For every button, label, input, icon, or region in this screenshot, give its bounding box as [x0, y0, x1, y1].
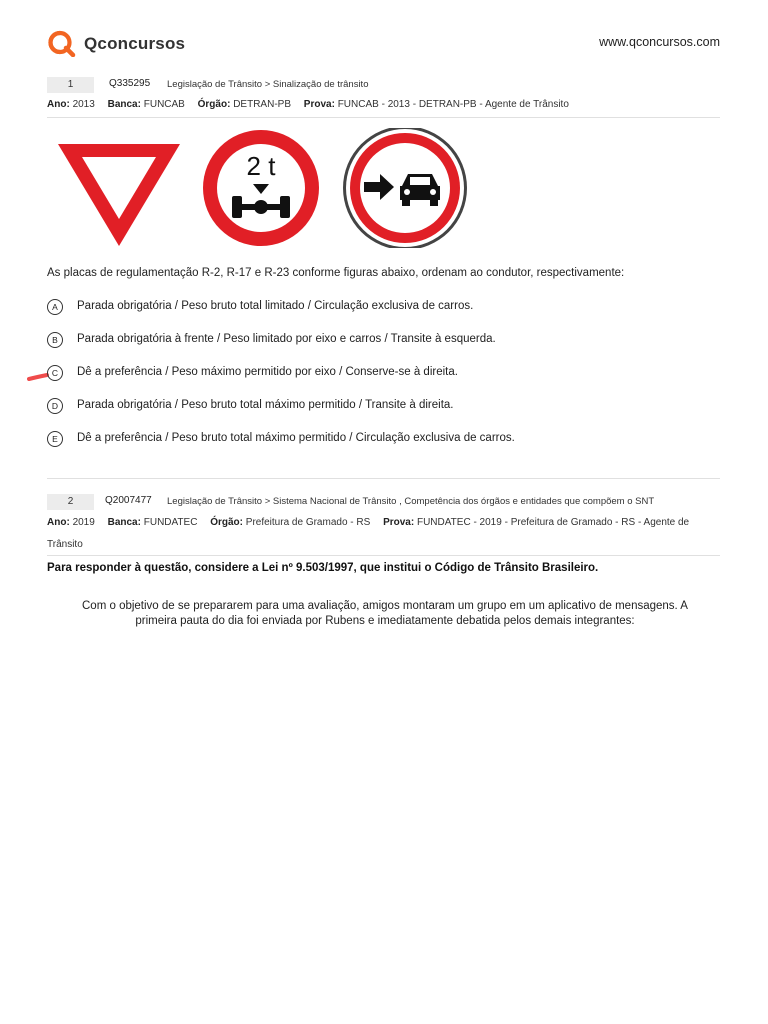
question-code[interactable]: Q335295 — [109, 78, 151, 89]
prova-label: Prova: — [303, 99, 335, 110]
orgao-value: Prefeitura de Gramado - RS — [245, 517, 371, 528]
ano-label: Ano: — [47, 517, 70, 528]
question-meta — [47, 95, 720, 115]
answer-mark-icon — [27, 373, 49, 381]
question-number: 1 — [47, 77, 94, 93]
no-overtaking-sign-icon — [340, 128, 470, 248]
option-letter[interactable]: E — [47, 431, 63, 447]
question-meta — [47, 512, 720, 556]
orgao-label: Órgão: — [210, 517, 243, 528]
orgao-value: DETRAN-PB — [233, 99, 291, 110]
qconcursos-logo-icon — [47, 30, 76, 57]
question-2-text: Com o objetivo de se prepararem para uma avaliação, amigos montaram um grupo em um aplicativo de mensagens. A primeira pauta do dia foi enviada por Rubens e imediatamente debatida pelos demais integrantes: — [82, 600, 688, 627]
ano-value: 2013 — [72, 99, 95, 110]
ano-label: Ano: — [47, 99, 70, 110]
option-text: Parada obrigatória à frente / Peso limitado por eixo e carros / Transite à esquerda. — [77, 333, 496, 345]
logo-text: Qconcursos — [84, 33, 186, 53]
page-header — [47, 30, 720, 60]
divider — [47, 555, 720, 556]
question-number: 2 — [47, 494, 94, 510]
yield-sign-icon — [54, 128, 184, 248]
option-text: Dê a preferência / Peso bruto total máximo permitido / Circulação exclusiva de carros. — [77, 432, 515, 444]
divider — [47, 478, 720, 479]
axle-weight-sign-icon — [196, 128, 326, 248]
logo[interactable] — [47, 30, 185, 57]
option-text: Parada obrigatória / Peso bruto total máximo permitido / Transite à direita. — [77, 399, 454, 411]
option-a[interactable] — [47, 297, 720, 330]
orgao-label: Órgão: — [197, 99, 231, 110]
option-c[interactable] — [47, 363, 720, 396]
option-letter[interactable]: B — [47, 332, 63, 348]
option-letter[interactable]: D — [47, 398, 63, 414]
question-category: Legislação de Trânsito > Sinalização de trânsito — [167, 79, 369, 90]
prova-value: FUNCAB - 2013 - DETRAN-PB - Agente de Trânsito — [337, 99, 569, 110]
question-code[interactable]: Q2007477 — [105, 495, 152, 506]
prova-label: Prova: — [383, 517, 415, 528]
option-e[interactable] — [47, 429, 720, 462]
banca-value: FUNDATEC — [143, 517, 198, 528]
question-2-intro: Para responder à questão, considere a Lei nº 9.503/1997, que institui o Código de Trânsito Brasileiro. — [47, 562, 599, 574]
banca-label: Banca: — [107, 99, 141, 110]
option-d[interactable] — [47, 396, 720, 429]
option-letter[interactable]: C — [47, 365, 63, 381]
question-2-header — [47, 494, 720, 556]
question-1-header — [47, 77, 720, 115]
banca-value: FUNCAB — [143, 99, 185, 110]
option-text: Dê a preferência / Peso máximo permitido por eixo / Conserve-se à direita. — [77, 366, 458, 378]
site-url-link[interactable]: www.qconcursos.com — [599, 35, 720, 49]
divider — [47, 117, 720, 118]
option-letter[interactable]: A — [47, 299, 63, 315]
weight-sign-text: 2 t — [246, 151, 276, 181]
option-b[interactable] — [47, 330, 720, 363]
question-statement: As placas de regulamentação R-2, R-17 e R-23 conforme figuras abaixo, ordenam ao condutor, respectivamente: — [47, 267, 625, 279]
ano-value: 2019 — [72, 517, 95, 528]
question-category: Legislação de Trânsito > Sistema Nacional de Trânsito , Competência dos órgãos e entidades que compõem o SNT — [167, 496, 655, 507]
prova-value: FUNDATEC - 2019 - Prefeitura de Gramado - RS - Agente de Trânsito — [47, 517, 690, 550]
banca-label: Banca: — [107, 517, 141, 528]
option-text: Parada obrigatória / Peso bruto total limitado / Circulação exclusiva de carros. — [77, 300, 474, 312]
answer-options — [47, 297, 720, 462]
